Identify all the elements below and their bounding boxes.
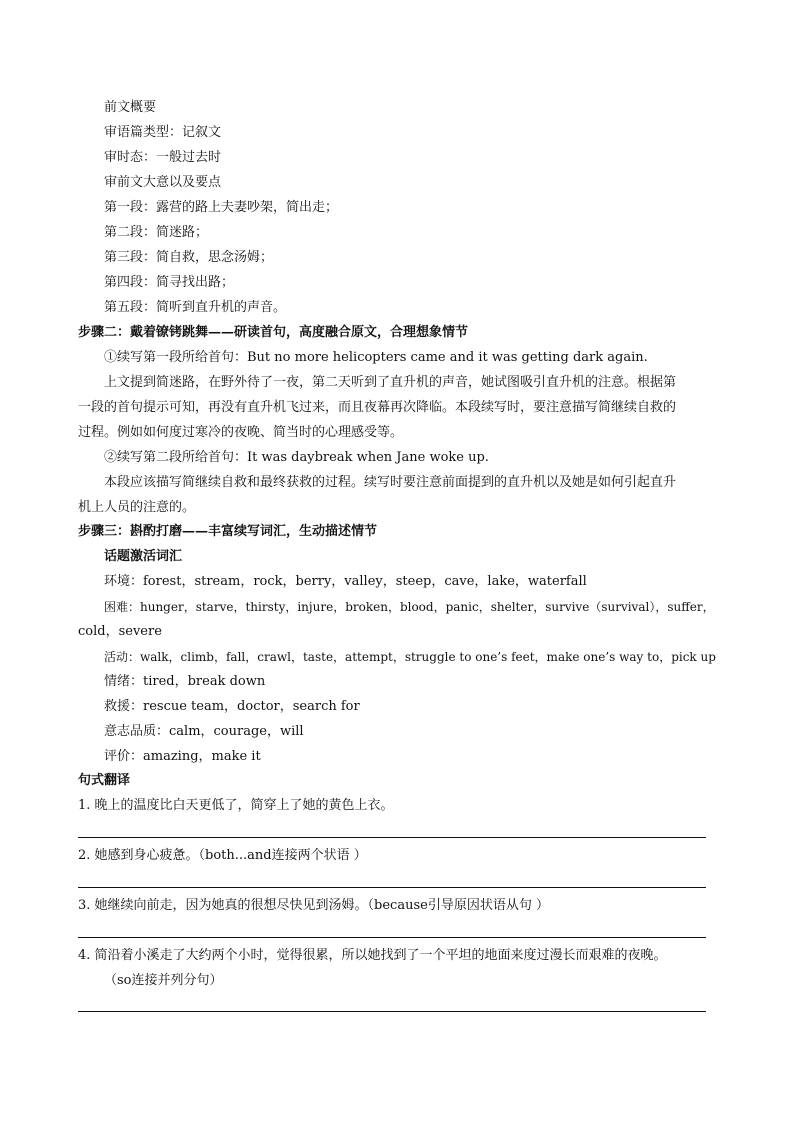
vocab-rescue: 救援：rescue team，doctor，search for [104,699,360,714]
paragraph2-body: 本段应该描写简继续自救和最终获救的过程。续写时要注意前面提到的直升机以及她是如何引起直升 [104,475,677,490]
paragraph-summary-5: 第五段：简听到直升机的声音。 [104,300,287,315]
step2-heading: 步骤二：戴着镣铐跳舞——研读首句，高度融合原文，合理想象情节 [78,325,469,340]
paragraph1-body: 上文提到简迷路，在野外待了一夜，第二天听到了直升机的声音，她试图吸引直升机的注意。根据第 [104,375,677,390]
paragraph-summary-1: 第一段：露营的路上夫妻吵架，简出走； [104,200,339,215]
step3-heading: 步骤三：斟酌打磨——丰富续写词汇，生动描述情节 [78,524,378,539]
translation-heading: 句式翻译 [78,773,131,788]
paragraph2-prompt: ②续写第二段所给首句：It was daybreak when Jane woke up. [104,450,489,465]
vocab-environment: 环境：forest，stream，rock，berry，valley，steep，cave，lake，waterfall [104,574,587,589]
main-idea-heading: 审前文大意以及要点 [104,175,222,190]
answer-line-2[interactable] [78,887,706,888]
paragraph1-prompt: ①续写第一段所给首句：But no more helicopters came and it was getting dark again. [104,350,648,365]
translation-item-4-note: （so连接并列分句） [104,973,223,988]
answer-line-3[interactable] [78,937,706,938]
paragraph1-body: 过程。例如如何度过寒冷的夜晚、简当时的心理感受等。 [78,425,404,440]
paragraph1-body: 一段的首句提示可知，再没有直升机飞过来，而且夜幕再次降临。本段续写时，要注意描写简继续自救的 [78,400,677,415]
paragraph-summary-4: 第四段：简寻找出路； [104,275,235,290]
answer-line-4[interactable] [78,1011,706,1012]
paragraph2-body: 机上人员的注意的。 [78,500,196,515]
vocab-difficulty-cont: cold，severe [78,624,162,639]
paragraph-summary-2: 第二段：简迷路； [104,225,209,240]
translation-item-4: 4. 简沿着小溪走了大约两个小时，觉得很累，所以她找到了一个平坦的地面来度过漫长而艰难的夜晚。 [78,948,667,963]
answer-line-1[interactable] [78,837,706,838]
translation-item-1: 1. 晚上的温度比白天更低了，简穿上了她的黄色上衣。 [78,798,394,813]
translation-item-3: 3. 她继续向前走，因为她真的很想尽快见到汤姆。（because引导原因状语从句 ） [78,898,549,913]
paragraph-summary-3: 第三段：简自救，思念汤姆； [104,250,274,265]
vocab-evaluation: 评价：amazing，make it [104,749,261,764]
overview-heading: 前文概要 [104,100,157,115]
vocab-difficulty: 困难：hunger，starve，thirsty，injure，broken，blood，panic，shelter，survive（survival），suffer， [104,600,715,614]
tense-line: 审时态：一般过去时 [104,150,222,165]
genre-line: 审语篇类型：记叙文 [104,125,222,140]
vocab-emotions: 情绪：tired，break down [104,674,266,689]
vocab-will: 意志品质：calm，courage，will [104,724,304,739]
vocab-activities: 活动：walk，climb，fall，crawl，taste，attempt，struggle to one’s feet，make one’s way to，pick up [104,650,716,664]
vocab-heading: 话题激活词汇 [104,549,183,564]
translation-item-2: 2. 她感到身心疲惫。（both...and连接两个状语 ） [78,848,367,863]
